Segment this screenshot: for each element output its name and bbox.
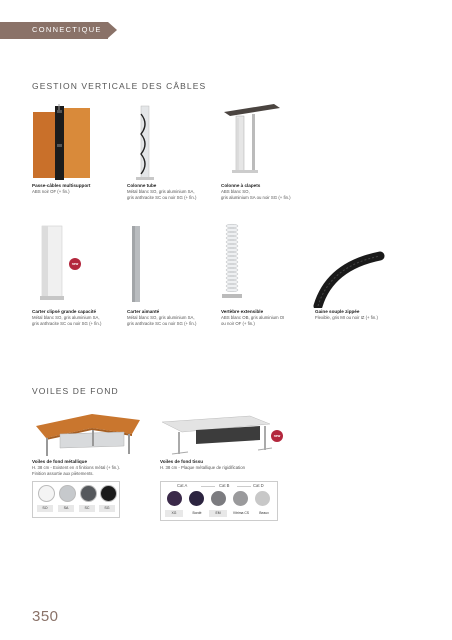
section-header-arrow xyxy=(108,22,117,38)
product-desc-line: Métal blanc SO, gris aluminium SA, xyxy=(32,315,100,320)
finish-swatch xyxy=(59,485,76,502)
vertebra-segment xyxy=(226,256,238,260)
product-name: Carter aimanté xyxy=(127,309,160,314)
vertebra-segment xyxy=(226,232,238,236)
fabric-code: EM xyxy=(209,510,227,517)
carter-clipse-image xyxy=(36,222,68,302)
product-voile-tissu xyxy=(160,459,290,471)
fabric-swatch xyxy=(189,491,204,506)
vertebra-segment xyxy=(226,244,238,248)
product-desc-line: Métal blanc SO, gris aluminium SA, xyxy=(127,315,195,320)
gaine-souple-image xyxy=(312,248,386,308)
product-desc-line: ABS blanc OB, gris aluminium OI xyxy=(221,315,285,320)
fabric-category: Cat B xyxy=(219,483,230,488)
fabric-category: Cat A xyxy=(177,483,188,488)
product-name: Vertèbre extensible xyxy=(221,309,264,314)
product-gaine-souple xyxy=(315,309,415,321)
vertebra-segment xyxy=(226,236,238,240)
product-colonne-clapets xyxy=(221,183,316,200)
fabric-code: Bordé xyxy=(192,511,202,515)
fabric-swatch xyxy=(167,491,182,506)
product-desc-line: ABS noir OF (+ fin.) xyxy=(32,189,70,194)
fabric-finishes-box xyxy=(160,481,278,521)
category-divider xyxy=(237,486,251,487)
finish-swatch xyxy=(100,485,117,502)
product-desc-line: gris anthracite SC ou noir SG (+ fin.) xyxy=(32,320,102,326)
vertebra-segment xyxy=(226,248,238,252)
product-voile-metallique xyxy=(32,459,152,476)
fabric-category: Cat D xyxy=(253,483,264,488)
vertebra-segment xyxy=(226,260,238,264)
product-desc-line: gris anthracite SC ou noir SG (+ fin.) xyxy=(127,194,197,200)
fabric-swatch xyxy=(211,491,226,506)
finish-swatch xyxy=(80,485,97,502)
vertebra-segment xyxy=(226,240,238,244)
vertebra-segment xyxy=(226,268,238,272)
colonne-clapets-image xyxy=(222,104,282,176)
vertebra-segment xyxy=(226,284,238,288)
vertebra-segment xyxy=(226,280,238,284)
finish-code: SG xyxy=(99,505,115,512)
fabric-swatch xyxy=(233,491,248,506)
voile-metallique-image xyxy=(32,412,142,458)
vertebre-image xyxy=(218,222,246,302)
vertebra-segment xyxy=(226,264,238,268)
finish-code: SC xyxy=(79,505,95,512)
product-carter-clipse xyxy=(32,309,122,326)
vertebra-segment xyxy=(226,276,238,280)
product-desc-line: gris anthracite SC ou noir SG (+ fin.) xyxy=(127,320,197,326)
product-desc-line: gris aluminium SA ou noir SG (+ fin.) xyxy=(221,194,291,200)
new-badge: new xyxy=(271,430,283,442)
fabric-code: Vitrima CS xyxy=(232,511,250,515)
metal-finishes-box xyxy=(32,481,120,518)
product-name: Colonne à clapets xyxy=(221,183,261,188)
product-name: Voiles de fond tissu xyxy=(160,459,204,464)
finish-code: SO xyxy=(37,505,53,512)
product-vertebre xyxy=(221,309,313,326)
section-header-label: CONNECTIQUE xyxy=(32,25,102,34)
voile-tissu-image xyxy=(160,414,272,458)
product-desc-line: Finition assortie aux piètements. xyxy=(32,470,94,476)
product-carter-aimante xyxy=(127,309,219,326)
product-passe-cables xyxy=(32,183,120,195)
fabric-code: XG xyxy=(165,510,183,517)
product-desc-line: H. 38 cm - Existent en 4 finitions métal (+ fin.). xyxy=(32,465,121,470)
fabric-swatch xyxy=(255,491,270,506)
product-desc-line: ABS blanc SO, xyxy=(221,189,250,194)
finish-swatch xyxy=(38,485,55,502)
product-desc-line: Métal blanc SO, gris aluminium SA, xyxy=(127,189,195,194)
vertebra-segment xyxy=(226,272,238,276)
product-desc-line: H. 38 cm - Plaque métallique de rigidification xyxy=(160,465,246,470)
product-name: Gaine souple zippée xyxy=(315,309,360,314)
vertebra-segment xyxy=(226,228,238,232)
product-name: Voiles de fond métallique xyxy=(32,459,88,464)
finish-code: SA xyxy=(58,505,74,512)
product-name: Passe-câbles multisupport xyxy=(32,183,91,188)
page-number: 350 xyxy=(32,608,59,625)
fabric-code: Beaux xyxy=(259,511,269,515)
product-name: Carter clipsé grande capacité xyxy=(32,309,97,314)
colonne-tube-image xyxy=(128,104,162,184)
vertebra-segment xyxy=(226,288,238,292)
passe-cables-image xyxy=(33,104,93,184)
product-name: Colonne tube xyxy=(127,183,157,188)
category-divider xyxy=(201,486,215,487)
vertebra-segment xyxy=(226,252,238,256)
new-badge: new xyxy=(69,258,81,270)
carter-aimante-image xyxy=(126,222,146,306)
vertebra-segment xyxy=(226,224,238,228)
cables-section-title: GESTION VERTICALE DES CÂBLES xyxy=(32,81,207,91)
product-desc-line: ou noir OF (+ fin.) xyxy=(221,320,255,326)
voiles-section-title: VOILES DE FOND xyxy=(32,386,119,396)
product-desc-line: Flexible, gris MI ou noir IZ (+ fin.) xyxy=(315,315,378,320)
product-colonne-tube xyxy=(127,183,219,200)
